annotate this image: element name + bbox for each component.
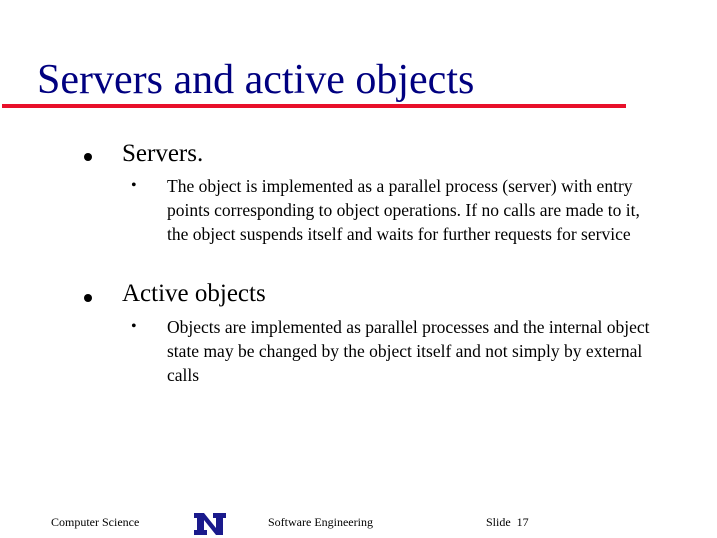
bullet-icon — [84, 294, 92, 302]
title-underline — [2, 104, 626, 108]
point-heading-servers: Servers. — [122, 140, 204, 167]
footer-course: Software Engineering — [268, 515, 373, 529]
subpoint-servers: The object is implemented as a parallel process (server) with entry points corresponding to object operations. If no calls are made to it, the object suspends itself and waits for further requests for service — [167, 176, 640, 244]
subpoint-active-objects: Objects are implemented as parallel processes and the internal object state may be changed by the object itself and not simply by external calls — [167, 317, 650, 385]
slide-title: Servers and active objects — [37, 57, 475, 103]
sub-bullet-icon: • — [131, 177, 137, 194]
sub-bullet-icon: • — [131, 318, 137, 335]
footer-department: Computer Science — [51, 515, 140, 529]
bullet-icon — [84, 153, 92, 161]
footer-slide-number: Slide 17 — [486, 515, 529, 529]
university-n-logo-icon — [192, 510, 228, 538]
point-heading-active-objects: Active objects — [122, 280, 266, 307]
